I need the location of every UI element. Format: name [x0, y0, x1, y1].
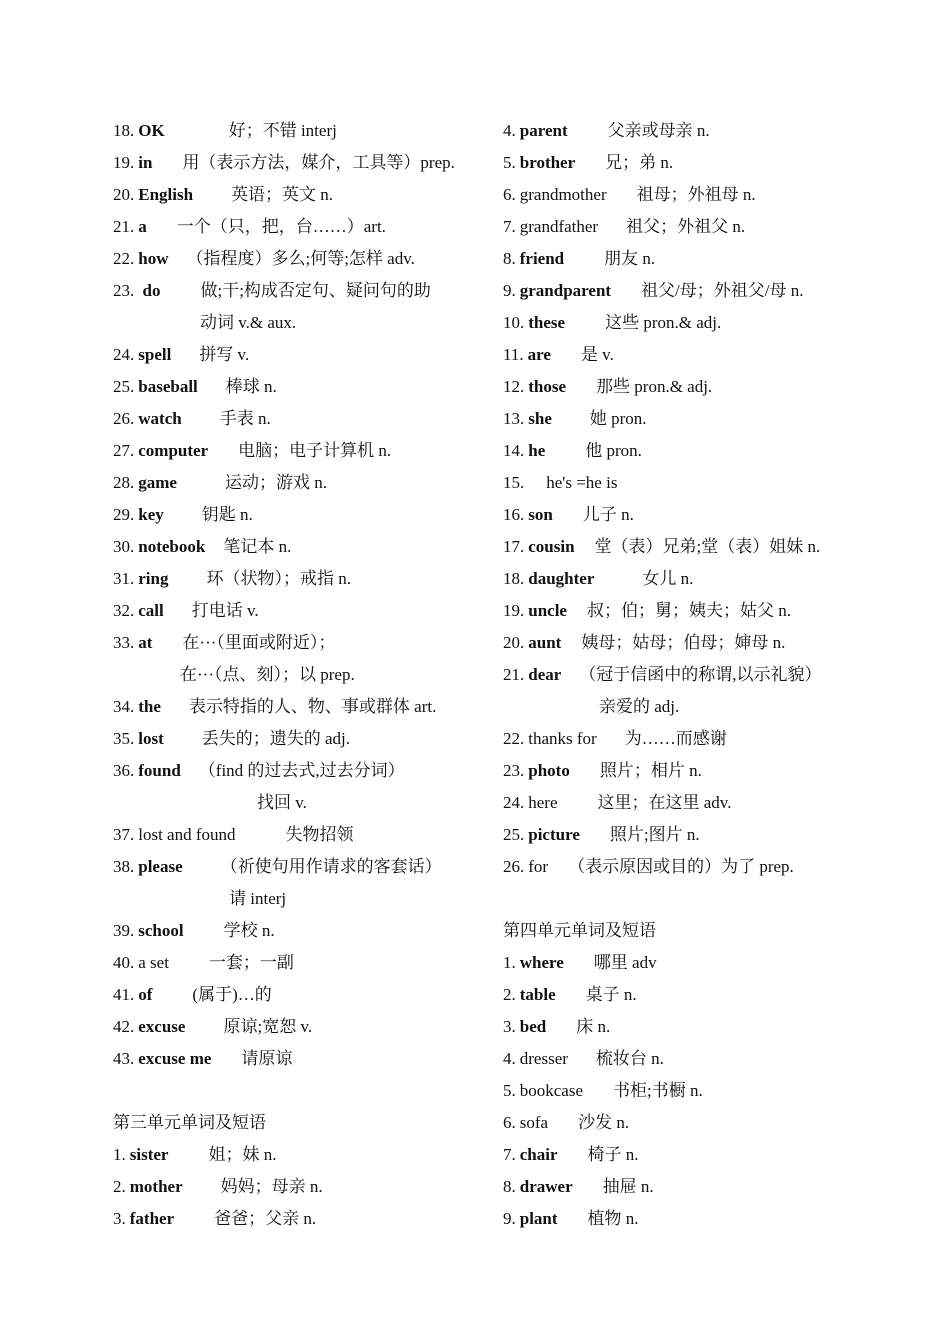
definition-text: 儿子 n.: [582, 505, 634, 524]
entry-number: 23.: [113, 281, 139, 300]
entry-number: 8.: [503, 249, 516, 268]
vocab-entry: [113, 851, 483, 883]
vocab-entry: [113, 211, 483, 243]
vocab-word: spell: [138, 345, 172, 364]
definition-text: 打电话 v.: [191, 601, 259, 620]
vocab-word: brother: [519, 153, 576, 172]
entry-number: 36.: [113, 761, 135, 780]
vocab-entry: [503, 403, 913, 435]
vocab-word: bookcase: [519, 1081, 584, 1100]
vocab-entry: [503, 659, 913, 691]
definition-text: （冠于信函中的称谓,以示礼貌）: [579, 665, 822, 684]
entry-number: 7.: [503, 217, 516, 236]
definition-text: 是 v.: [580, 345, 614, 364]
section-heading: 第三单元单词及短语: [113, 1113, 266, 1132]
vocab-entry: [113, 275, 483, 307]
entry-number: 3.: [503, 1017, 516, 1036]
entry-number: 6.: [503, 1113, 516, 1132]
vocab-entry: [113, 595, 483, 627]
vocab-word: at: [138, 633, 153, 652]
definition-text: 女儿 n.: [642, 569, 694, 588]
definition-continuation: [113, 883, 483, 915]
definition-text: 沙发 n.: [578, 1113, 630, 1132]
entry-number: 25.: [503, 825, 525, 844]
vocab-word: here: [528, 793, 558, 812]
entry-number: 38.: [113, 857, 135, 876]
entry-number: 22.: [113, 249, 135, 268]
entry-number: 31.: [113, 569, 135, 588]
vocab-entry: [113, 1011, 483, 1043]
vocab-word: cousin: [528, 537, 575, 556]
entry-number: 32.: [113, 601, 135, 620]
definition-text: 叔；伯；舅；姨夫；姑父 n.: [586, 601, 791, 620]
vocab-word: lost and found: [138, 825, 236, 844]
definition-text: 哪里 adv: [593, 953, 657, 972]
entry-number: 20.: [113, 185, 135, 204]
entry-number: 29.: [113, 505, 135, 524]
definition-text: 电脑；电子计算机 n.: [238, 441, 392, 460]
definition-text: 在···（里面或附近）；: [182, 633, 336, 652]
entry-number: 7.: [503, 1145, 516, 1164]
vocab-word: watch: [138, 409, 182, 428]
vocab-word: dear: [528, 665, 562, 684]
vocab-word: photo: [528, 761, 570, 780]
vocab-word: please: [138, 857, 183, 876]
vocab-entry: [503, 1011, 913, 1043]
vocab-word: OK: [138, 121, 165, 140]
definition-text: 笔记本 n.: [223, 537, 292, 556]
vocab-entry: [503, 819, 913, 851]
vocab-word: plant: [519, 1209, 558, 1228]
vocab-entry: [113, 627, 483, 659]
vocab-word: baseball: [138, 377, 198, 396]
definition-text: 好；不错 interj: [228, 121, 337, 140]
vocab-word: he: [528, 441, 546, 460]
vocab-entry: [503, 1203, 913, 1235]
definition-text: 为……而感谢: [624, 729, 727, 748]
vocab-entry: [113, 403, 483, 435]
vocab-entry: [503, 787, 913, 819]
definition-text: 拼写 v.: [199, 345, 250, 364]
vocab-word: friend: [519, 249, 565, 268]
vocab-word: sofa: [519, 1113, 549, 1132]
definition-text: 朋友 n.: [604, 249, 656, 268]
entry-number: 35.: [113, 729, 135, 748]
entry-number: 11.: [503, 345, 524, 364]
vocab-entry: [113, 371, 483, 403]
definition-text: （find 的过去式,过去分词）: [198, 761, 405, 780]
vocab-word: grandmother: [519, 185, 607, 204]
entry-number: 24.: [113, 345, 135, 364]
vocab-entry: [503, 147, 913, 179]
vocab-word: how: [138, 249, 169, 268]
vocab-entry: [113, 467, 483, 499]
entry-number: 39.: [113, 921, 135, 940]
vocab-word: thanks for: [528, 729, 597, 748]
vocab-entry: [113, 915, 483, 947]
vocab-entry: [503, 435, 913, 467]
vocab-entry: [503, 595, 913, 627]
vocab-word: a: [138, 217, 147, 236]
vocab-entry: [113, 499, 483, 531]
definition-text: （表示原因或目的）为了 prep.: [568, 857, 794, 876]
entry-number: 5.: [503, 153, 516, 172]
entry-number: 42.: [113, 1017, 135, 1036]
vocab-word: bed: [519, 1017, 547, 1036]
vocab-word: excuse me: [138, 1049, 212, 1068]
vocab-entry: [503, 1107, 913, 1139]
entry-number: 6.: [503, 185, 516, 204]
vocab-entry: [503, 211, 913, 243]
definition-text: 用（表示方法，媒介，工具等）prep.: [182, 153, 455, 172]
vocab-entry: [113, 691, 483, 723]
vocab-entry: [503, 755, 913, 787]
definition-text: 学校 n.: [223, 921, 275, 940]
definition-text: 照片；相片 n.: [599, 761, 702, 780]
vocab-word: found: [138, 761, 181, 780]
blank-line: [113, 1075, 483, 1107]
vocab-entry: [113, 435, 483, 467]
vocab-entry: [503, 339, 913, 371]
definition-text: 祖父；外祖父 n.: [626, 217, 746, 236]
vocab-entry: [503, 499, 913, 531]
entry-number: 19.: [113, 153, 135, 172]
vocab-word: she: [528, 409, 552, 428]
section-heading: 第四单元单词及短语: [503, 921, 656, 940]
vocab-entry: [503, 275, 913, 307]
vocab-word: key: [138, 505, 164, 524]
vocab-word: he's =he is: [546, 473, 618, 492]
definition-text: 那些 pron.& adj.: [596, 377, 713, 396]
definition-text: 请原谅: [241, 1049, 293, 1068]
entry-number: 10.: [503, 313, 525, 332]
vocab-entry: [113, 819, 483, 851]
entry-number: 16.: [503, 505, 525, 524]
definition-text: 姨母；姑母；伯母；婶母 n.: [581, 633, 786, 652]
vocab-word: picture: [528, 825, 580, 844]
definition-text: 表示特指的人、物、事或群体 art.: [188, 697, 437, 716]
entry-number: 33.: [113, 633, 135, 652]
vocab-word: sister: [129, 1145, 169, 1164]
definition-text: 亲爱的 adj.: [599, 697, 680, 716]
vocab-word: in: [138, 153, 153, 172]
entry-number: 28.: [113, 473, 135, 492]
definition-text: 这里；在这里 adv.: [597, 793, 732, 812]
vocab-entry: [503, 1171, 913, 1203]
vocab-word: grandparent: [519, 281, 612, 300]
definition-text: 父亲或母亲 n.: [607, 121, 710, 140]
vocab-word: call: [138, 601, 164, 620]
definition-text: 书柜;书橱 n.: [613, 1081, 703, 1100]
left-column: [113, 115, 483, 1235]
vocab-entry: [503, 979, 913, 1011]
vocab-word: son: [528, 505, 553, 524]
definition-text: 运动；游戏 n.: [224, 473, 327, 492]
definition-text: 床 n.: [576, 1017, 611, 1036]
entry-number: 9.: [503, 1209, 516, 1228]
entry-number: 8.: [503, 1177, 516, 1196]
entry-number: 25.: [113, 377, 135, 396]
vocab-word: these: [528, 313, 566, 332]
definition-text: 照片;图片 n.: [609, 825, 700, 844]
vocab-entry: [503, 467, 913, 499]
entry-number: 19.: [503, 601, 525, 620]
right-column: [503, 115, 913, 1235]
entry-number: 5.: [503, 1081, 516, 1100]
definition-text: 兄；弟 n.: [605, 153, 674, 172]
entry-number: 12.: [503, 377, 525, 396]
vocab-entry: [113, 1203, 483, 1235]
vocab-word: are: [527, 345, 551, 364]
definition-text: （祈使句用作请求的客套话）: [220, 857, 442, 876]
definition-text: 钥匙 n.: [201, 505, 253, 524]
blank-line: [503, 883, 913, 915]
vocab-entry: [503, 947, 913, 979]
entry-number: 41.: [113, 985, 135, 1004]
entry-number: 21.: [503, 665, 525, 684]
entry-number: 30.: [113, 537, 135, 556]
definition-text: 英语；英文 n.: [231, 185, 334, 204]
definition-continuation: [113, 787, 483, 819]
definition-text: 他 pron.: [585, 441, 642, 460]
vocab-word: aunt: [528, 633, 562, 652]
entry-number: 18.: [503, 569, 525, 588]
definition-text: 植物 n.: [587, 1209, 639, 1228]
vocab-entry: [113, 243, 483, 275]
vocab-word: grandfather: [519, 217, 599, 236]
definition-text: 祖父/母；外祖父/母 n.: [641, 281, 804, 300]
entry-number: 40.: [113, 953, 135, 972]
definition-text: 在···（点、刻）；以 prep.: [180, 665, 355, 684]
entry-number: 1.: [503, 953, 516, 972]
definition-text: 做;干;构成否定句、疑问句的助: [200, 281, 431, 300]
vocab-entry: [503, 531, 913, 563]
vocab-word: game: [138, 473, 177, 492]
vocab-entry: [503, 1075, 913, 1107]
vocab-word: computer: [138, 441, 209, 460]
vocab-word: ring: [138, 569, 169, 588]
entry-number: 9.: [503, 281, 516, 300]
entry-number: 15.: [503, 473, 525, 492]
definition-text: 梳妆台 n.: [595, 1049, 664, 1068]
entry-number: 2.: [503, 985, 516, 1004]
definition-text: 妈妈；母亲 n.: [220, 1177, 323, 1196]
definition-text: 这些 pron.& adj.: [605, 313, 722, 332]
vocab-entry: [503, 627, 913, 659]
definition-text: 原谅;宽恕 v.: [223, 1017, 313, 1036]
vocab-word: for: [528, 857, 549, 876]
definition-text: 一个（只，把，台……）art.: [176, 217, 386, 236]
vocab-word: do: [142, 281, 161, 300]
entry-number: 26.: [113, 409, 135, 428]
vocab-entry: [113, 339, 483, 371]
vocab-word: notebook: [138, 537, 206, 556]
definition-text: 抽屉 n.: [602, 1177, 654, 1196]
vocab-entry: [113, 723, 483, 755]
definition-text: 一套；一副: [208, 953, 294, 972]
definition-text: 椅子 n.: [587, 1145, 639, 1164]
vocab-entry: [113, 755, 483, 787]
entry-number: 4.: [503, 1049, 516, 1068]
vocab-word: where: [519, 953, 564, 972]
vocab-word: table: [519, 985, 556, 1004]
entry-number: 24.: [503, 793, 525, 812]
vocab-entry: [113, 1171, 483, 1203]
definition-text: 请 interj: [229, 889, 287, 908]
entry-number: 21.: [113, 217, 135, 236]
definition-text: 环（状物）；戒指 n.: [206, 569, 351, 588]
entry-number: 22.: [503, 729, 525, 748]
definition-text: 祖母；外祖母 n.: [636, 185, 756, 204]
vocab-entry: [503, 563, 913, 595]
entry-number: 20.: [503, 633, 525, 652]
vocab-entry: [113, 115, 483, 147]
entry-number: 4.: [503, 121, 516, 140]
vocab-entry: [503, 1139, 913, 1171]
definition-text: 动词 v.& aux.: [200, 313, 297, 332]
entry-number: 3.: [113, 1209, 126, 1228]
vocab-entry: [503, 179, 913, 211]
definition-text: 桌子 n.: [585, 985, 637, 1004]
entry-number: 23.: [503, 761, 525, 780]
entry-number: 26.: [503, 857, 525, 876]
vocab-entry: [503, 371, 913, 403]
vocab-entry: [113, 147, 483, 179]
vocab-entry: [503, 115, 913, 147]
vocab-entry: [503, 243, 913, 275]
vocab-entry: [113, 179, 483, 211]
vocab-entry: [113, 947, 483, 979]
entry-number: 17.: [503, 537, 525, 556]
vocab-entry: [503, 307, 913, 339]
definition-text: 棒球 n.: [225, 377, 277, 396]
vocab-entry: [503, 1043, 913, 1075]
vocab-word: those: [528, 377, 567, 396]
vocab-word: lost: [138, 729, 164, 748]
vocab-word: school: [138, 921, 184, 940]
definition-text: 失物招领: [285, 825, 354, 844]
definition-continuation: [503, 691, 913, 723]
vocab-word: father: [129, 1209, 175, 1228]
vocab-word: excuse: [138, 1017, 186, 1036]
vocab-word: uncle: [528, 601, 567, 620]
entry-number: 43.: [113, 1049, 135, 1068]
definition-text: 手表 n.: [219, 409, 271, 428]
vocab-word: dresser: [519, 1049, 568, 1068]
definition-continuation: [113, 659, 483, 691]
vocab-entry: [113, 1043, 483, 1075]
vocab-word: a set: [138, 953, 169, 972]
vocab-entry: [503, 723, 913, 755]
entry-number: 27.: [113, 441, 135, 460]
entry-number: 14.: [503, 441, 525, 460]
vocab-word: the: [138, 697, 161, 716]
vocab-word: drawer: [519, 1177, 573, 1196]
entry-number: 37.: [113, 825, 135, 844]
vocab-word: English: [138, 185, 194, 204]
definition-text: 找回 v.: [257, 793, 307, 812]
entry-number: 34.: [113, 697, 135, 716]
vocab-entry: [503, 851, 913, 883]
entry-number: 18.: [113, 121, 135, 140]
definition-continuation: [113, 307, 483, 339]
vocab-entry: [113, 563, 483, 595]
definition-text: 姐；妹 n.: [208, 1145, 277, 1164]
vocab-word: chair: [519, 1145, 558, 1164]
definition-text: 爸爸；父亲 n.: [214, 1209, 317, 1228]
vocab-word: mother: [129, 1177, 183, 1196]
vocab-word: daughter: [528, 569, 595, 588]
entry-number: 1.: [113, 1145, 126, 1164]
definition-text: 堂（表）兄弟;堂（表）姐妹 n.: [594, 537, 821, 556]
vocab-entry: [113, 979, 483, 1011]
entry-number: 2.: [113, 1177, 126, 1196]
vocab-word: parent: [519, 121, 568, 140]
entry-number: 13.: [503, 409, 525, 428]
vocab-word: of: [138, 985, 153, 1004]
definition-text: 她 pron.: [589, 409, 647, 428]
definition-text: （指程度）多么;何等;怎样 adv.: [186, 249, 415, 268]
vocab-entry: [113, 1139, 483, 1171]
definition-text: 丢失的；遗失的 adj.: [201, 729, 351, 748]
definition-text: (属于)…的: [192, 985, 272, 1004]
vocab-entry: [113, 531, 483, 563]
